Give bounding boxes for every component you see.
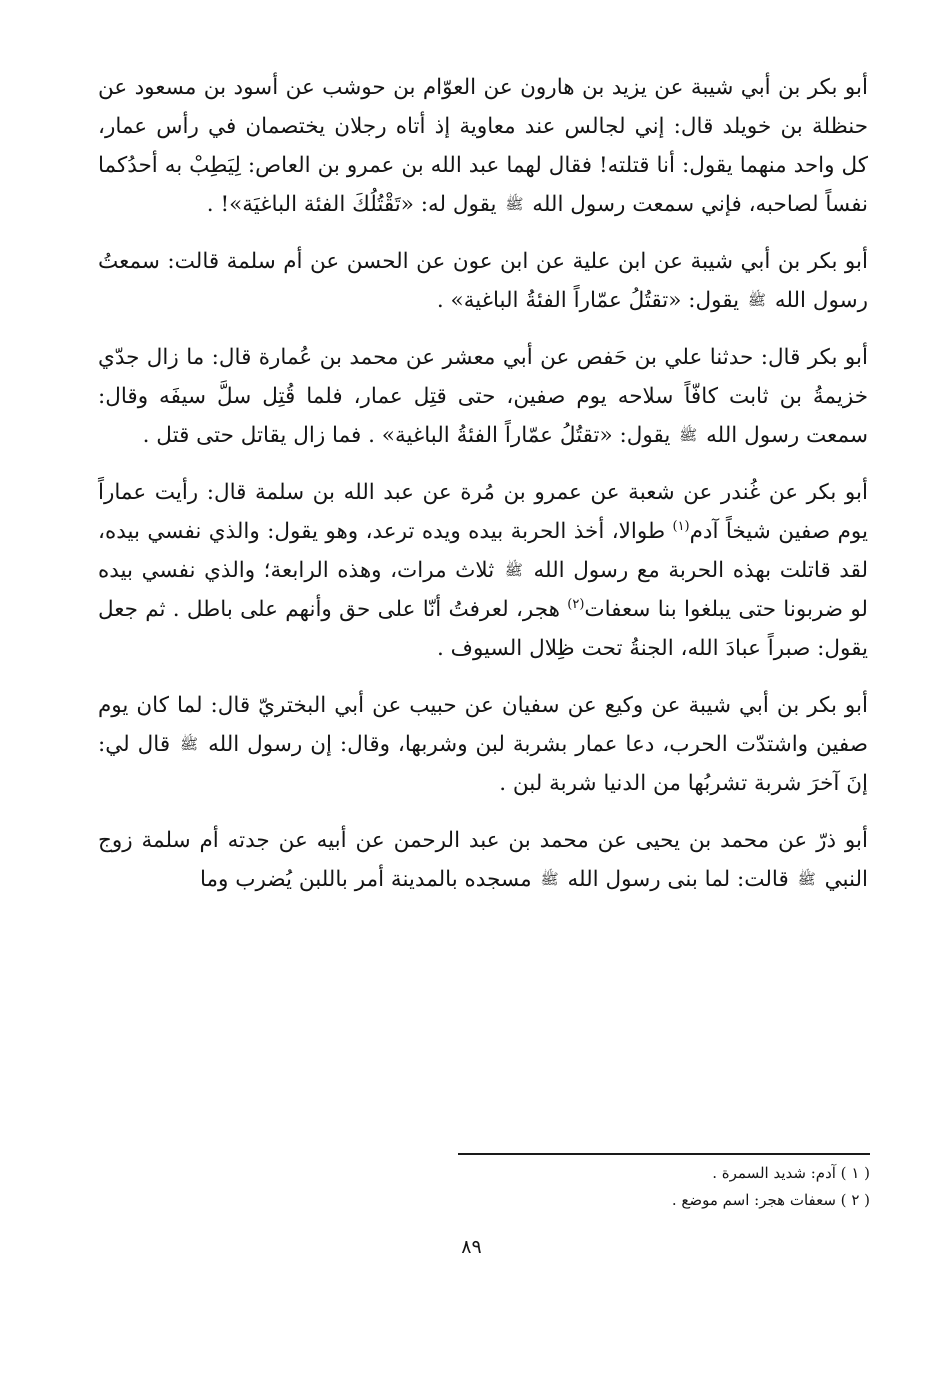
paragraph-text: يقول: «تقتُلُ عمّاراً الفئةُ الباغية» . فما زال يقاتل حتى قتل . xyxy=(142,423,678,448)
salla-symbol: ﷺ xyxy=(747,291,767,309)
paragraph xyxy=(98,338,868,455)
paragraph-text: يقول له: «تَقْتُلُكَ الفئة الباغيَة»! . xyxy=(206,192,504,217)
footnote-2: ( ٢ ) سعفات هجر: اسم موضع . xyxy=(671,1191,870,1209)
paragraph xyxy=(98,68,868,224)
paragraph-text: أبو بكر بن أبي شيبة عن يزيد بن هارون عن العوّام بن حوشب عن أسود بن مسعود عن حنظلة بن خويلد قال: إني لجالس عند معاوية إذ أتاه رجلان يختصمان في رأس عمار، كل واحد منهما يقول: أنا قتلته! فقال لهما عبد الله بن عمرو بن العاص: لِيَطِبْ به أحدُكما نفساً لصاحبه، فإني سمعت رسول الله xyxy=(98,75,868,217)
paragraph xyxy=(98,473,868,668)
paragraph-text: أبو بكر قال: حدثنا علي بن حَفص عن أبي معشر عن محمد بن عُمارة قال: ما زال جدّي خزيمةُ بن ثابت كافّاً سلاحه يوم صفين، حتى قتِل عمار، فلما قُتِل سلَّ سيفَه وقال: سمعت رسول الله xyxy=(98,345,868,448)
paragraph-text: قال لي: إنَ آخرَ شربة تشربُها من الدنيا شربة لبن . xyxy=(98,732,868,796)
paragraph xyxy=(98,242,868,320)
paragraph-text: أبو بكر بن أبي شيبة عن ابن علية عن ابن عون عن الحسن عن أم سلمة قالت: سمعتُ رسول الله xyxy=(98,249,868,313)
paragraph-text: يقول: «تقتُلُ عمّاراً الفئةُ الباغية» . xyxy=(436,288,746,313)
salla-symbol: ﷺ xyxy=(679,426,698,444)
paragraph-text: أبو ذرّ عن محمد بن يحيى عن محمد بن عبد الرحمن عن أبيه عن جدته أم سلمة زوج النبي xyxy=(98,828,868,892)
paragraph-text: طوالا، أخذ الحربة بيده ويده ترعد، وهو يقول: والذي نفسي بيده، لقد قاتلت بهذه الحربة مع رسول الله xyxy=(98,519,868,583)
footnotes xyxy=(480,1160,870,1214)
salla-symbol: ﷺ xyxy=(180,735,199,753)
salla-symbol: ﷺ xyxy=(504,561,523,579)
page-body xyxy=(98,68,868,917)
footnote-divider xyxy=(458,1153,870,1155)
paragraph-text: ثلاث مرات، وهذه الرابعة؛ والذي نفسي بيده لو ضربونا حتى يبلغوا بنا سعفات xyxy=(98,558,868,622)
paragraph xyxy=(98,821,868,899)
footnote-reference: (١) xyxy=(672,518,690,534)
salla-symbol: ﷺ xyxy=(540,870,559,888)
salla-symbol: ﷺ xyxy=(797,870,816,888)
page-number: ٨٩ xyxy=(461,1236,482,1258)
footnote-1: ( ١ ) آدم: شديد السمرة . xyxy=(712,1164,870,1182)
paragraph-text: قالت: لما بنى رسول الله xyxy=(560,867,796,892)
paragraph-text: أبو بكر عن غُندر عن شعبة عن عمرو بن مُرة عن عبد الله بن سلمة قال: رأيت عماراً يوم صفين شيخاً آدم xyxy=(98,480,868,544)
paragraph-text: مسجده بالمدينة أمر باللبن يُضرب وما xyxy=(199,867,539,892)
salla-symbol: ﷺ xyxy=(505,195,524,213)
paragraph-text: هجر، لعرفتُ أنّا على حق وأنهم على باطل . ثم جعل يقول: صبراً عبادَ الله، الجنةُ تحت ظِلال السيوف . xyxy=(98,597,868,661)
paragraph xyxy=(98,686,868,803)
paragraph-text: أبو بكر بن أبي شيبة عن وكيع عن سفيان عن حبيب عن أبي البختريّ قال: لما كان يوم صفين واشتدّت الحرب، دعا عمار بشربة لبن وشربها، وقال: إن رسول الله xyxy=(98,693,868,757)
footnote-reference: (٢) xyxy=(567,596,585,612)
